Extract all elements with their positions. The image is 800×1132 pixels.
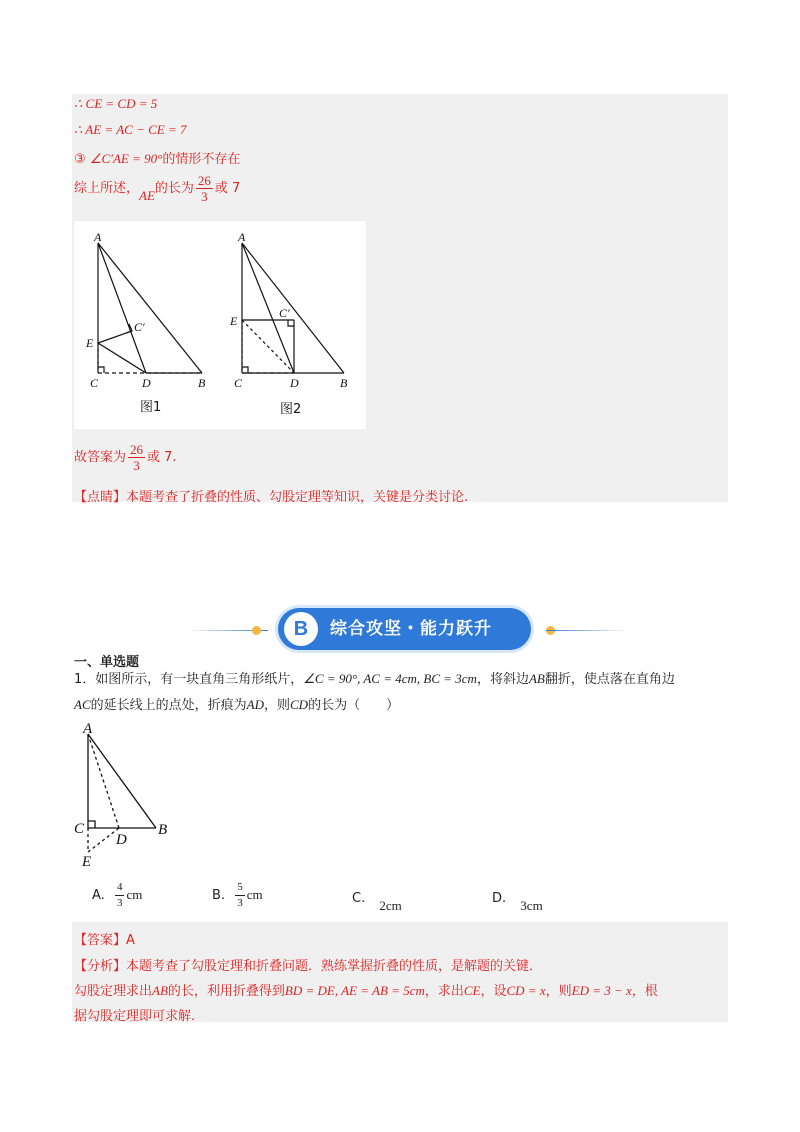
answer-statement [74,442,177,473]
solution-line-2 [74,122,186,138]
option-b-unit: cm [246,887,263,902]
option-d[interactable] [492,890,543,913]
solution-line-3-math: ∠C′AE = 90° [89,151,163,166]
solution-figures [74,221,366,429]
fig2-label-cp: C′ [279,306,290,320]
summary-fraction-num: 26 [197,173,211,188]
detail-ed: ED = 3 − x [571,983,632,998]
option-c-value: 2cm [379,898,402,913]
question-figure [74,720,184,870]
q-label-a: A [83,721,93,737]
question-math-5: CD [290,697,309,712]
answer-line: 【答案】A [74,933,135,948]
option-c-key: C. [352,891,366,906]
option-c[interactable] [352,890,402,913]
option-d-value: 3cm [520,898,543,913]
question-math-2: AB [528,671,545,686]
detail-c: ，求出 [424,984,464,999]
detail-eq: BD = DE, AE = AB = 5cm [284,983,425,998]
detail-f: ，根 [631,984,658,999]
option-b[interactable] [212,880,263,911]
comment-line [74,486,468,505]
section-banner [278,608,531,650]
answer-fraction-den: 3 [133,458,140,473]
detail-ab: AB [152,983,168,998]
fig1-label-b: B [198,376,206,390]
option-a[interactable] [92,880,142,911]
detail-d: ，设 [480,984,507,999]
banner-title: 综合攻坚・能力跃升 [330,619,492,639]
solution-line-2-text: ∴ AE = AC − CE = 7 [74,122,187,137]
fig2-label-a: A [238,230,246,244]
banner-right-line [546,630,628,631]
analysis-detail-2: 据勾股定理即可求解. [74,1009,196,1024]
question-line-2 [74,694,399,713]
question-math-3: AC [74,697,91,712]
fig2-label-c: C [234,376,243,390]
detail-ce: CE [463,983,481,998]
fig2-label-b: B [340,376,348,390]
summary-var: AE [139,188,155,203]
detail-b: 的长，利用折叠得到 [167,984,285,999]
question-line-1 [74,668,675,687]
analysis-line: 【分析】本题考查了勾股定理和折叠问题．熟练掌握折叠的性质，是解题的关键． [74,959,543,974]
summary-prefix: 综上所述， [74,181,140,196]
option-d-key: D. [492,891,507,906]
solution-line-3 [74,148,240,167]
section-heading: 一、单选题 [74,655,140,670]
question-text-2: ，将斜边 [476,672,529,687]
analysis-detail-1 [74,980,658,999]
answer-suffix: 或 7. [147,450,177,465]
fig1-caption: 图1 [140,400,162,415]
question-text-3: 翻折，使点落在直角边 [544,672,675,687]
option-a-den: 3 [116,897,123,909]
question-text-4: 的延长线上的点处，折痕为 [90,698,247,713]
question-math-1: ∠C = 90°, AC = 4cm, BC = 3cm [303,671,477,686]
solution-line-1 [74,96,157,112]
summary-fraction-den: 3 [201,189,208,204]
summary-fraction [196,173,213,204]
option-a-key: A. [92,888,105,903]
banner-letter: B [284,612,318,646]
question-text-6: 的长为（ ） [308,698,400,713]
fig2-label-d: D [290,376,299,390]
q-label-e: E [82,854,92,870]
option-b-key: B. [212,888,226,903]
solution-line-3-text: 的情形不存在 [162,152,241,167]
option-a-fraction [115,880,125,911]
fig1-label-d: D [142,376,151,390]
q-label-d: D [116,832,127,848]
option-a-num: 4 [115,880,125,896]
answer-fraction [128,442,145,473]
detail-cdx: CD = x [506,983,546,998]
fig1-label-cp: C′ [134,320,145,334]
summary-mid: 的长为 [154,181,194,196]
fig1-label-e: E [86,336,94,350]
question-text-5: ，则 [263,698,290,713]
answer-fraction-num: 26 [130,442,144,457]
option-b-den: 3 [237,897,243,909]
solution-figures-svg [74,221,366,429]
fig2-caption: 图2 [280,402,302,417]
question-text-1: 1．如图所示，有一块直角三角形纸片， [74,672,304,687]
solution-line-4 [74,173,240,204]
solution-line-1-text: ∴ CE = CD = 5 [74,96,158,111]
fig1-label-a: A [94,230,102,244]
q-label-c: C [74,821,85,837]
fig1-label-c: C [90,376,99,390]
fig2-label-e: E [230,314,238,328]
answer-prefix: 故答案为 [74,450,127,465]
question-math-4: AD [246,697,264,712]
option-b-num: 5 [235,880,245,896]
option-a-unit: cm [126,887,143,902]
summary-suffix: 或 7 [214,181,241,196]
option-b-fraction [235,880,245,911]
comment-text: 【点睛】本题考查了折叠的性质、勾股定理等知识，关键是分类讨论. [74,490,469,505]
detail-a: 勾股定理求出 [74,984,153,999]
q-label-b: B [158,822,168,838]
solution-line-3-prefix: ③ [74,152,90,167]
banner-left-dot [252,626,261,635]
detail-e: ，则 [545,984,572,999]
